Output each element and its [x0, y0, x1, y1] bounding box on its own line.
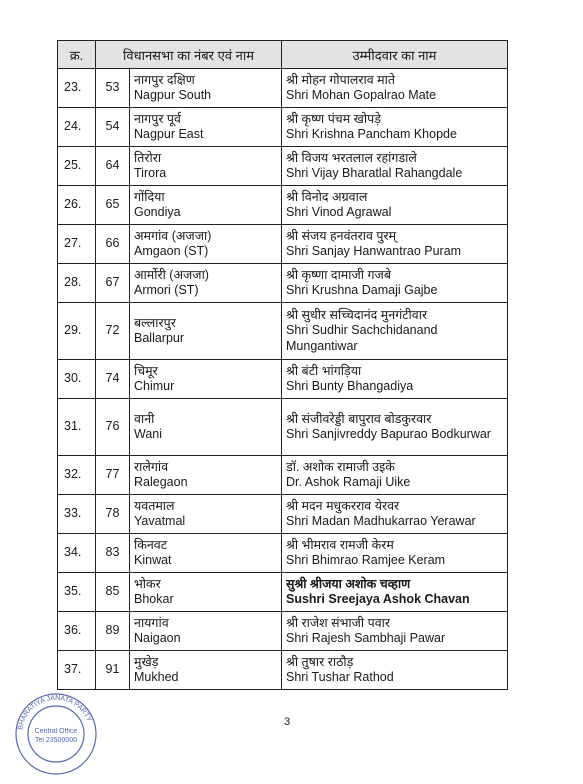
constituency-name-cell: [130, 651, 282, 690]
candidate-name-hindi: श्री भीमराव रामजी केरम: [286, 537, 394, 552]
table-row: [58, 534, 508, 573]
constituency-name-english: Nagpur South: [134, 88, 212, 102]
table-row: [58, 360, 508, 399]
constituency-number-cell: 77: [96, 456, 130, 495]
constituency-name-english: Wani: [134, 427, 163, 441]
table-row: [58, 456, 508, 495]
constituency-name-english: Ballarpur: [134, 331, 185, 345]
candidate-name-english: Shri Sudhir Sachchidanand Mungantiwar: [286, 323, 438, 353]
serial-cell: 32.: [58, 456, 96, 495]
candidate-name-cell: [282, 360, 508, 399]
candidate-name-english: Shri Krishna Pancham Khopde: [286, 127, 457, 141]
constituency-name-hindi: बल्लारपुर: [134, 315, 176, 330]
candidate-name-cell: [282, 303, 508, 360]
constituency-name-english: Gondiya: [134, 205, 181, 219]
constituency-name-hindi: नागपुर दक्षिण: [134, 72, 195, 87]
candidate-name-hindi: श्री सुधीर सच्चिदानंद मुनगंटीवार: [286, 307, 428, 322]
table-row: [58, 264, 508, 303]
constituency-name-cell: [130, 495, 282, 534]
candidate-name-english: Shri Vijay Bharatlal Rahangdale: [286, 166, 463, 180]
candidate-name-cell: [282, 573, 508, 612]
constituency-name-english: Nagpur East: [134, 127, 204, 141]
constituency-name-hindi: गोंदिया: [134, 189, 165, 204]
constituency-name-english: Armori (ST): [134, 283, 199, 297]
constituency-name-english: Chimur: [134, 379, 175, 393]
constituency-name-english: Mukhed: [134, 670, 179, 684]
serial-cell: 34.: [58, 534, 96, 573]
constituency-name-hindi: चिमूर: [134, 363, 158, 378]
constituency-name-cell: [130, 456, 282, 495]
candidate-name-hindi: श्री संजीवरेड्डी बापुराव बोडकुरवार: [286, 411, 432, 426]
constituency-name-english: Ralegaon: [134, 475, 188, 489]
constituency-name-cell: [130, 534, 282, 573]
table-row: [58, 303, 508, 360]
stamp-line-1: Central Office: [34, 728, 78, 735]
candidate-name-hindi: श्री संजय हनवंतराव पुरम्: [286, 228, 397, 243]
header-serial: क्र.: [58, 41, 96, 69]
constituency-name-hindi: भोकर: [134, 576, 161, 591]
serial-cell: 25.: [58, 147, 96, 186]
svg-text:BHARATIYA JANATA PARTY: [17, 695, 92, 730]
constituency-name-cell: [130, 573, 282, 612]
constituency-number-cell: 74: [96, 360, 130, 399]
constituency-name-hindi: तिरोरा: [134, 150, 162, 165]
serial-cell: 36.: [58, 612, 96, 651]
constituency-number-cell: 91: [96, 651, 130, 690]
table-row: [58, 573, 508, 612]
serial-cell: 31.: [58, 399, 96, 456]
candidate-name-hindi: श्री विनोद अग्रवाल: [286, 189, 368, 204]
page-number: 3: [284, 716, 291, 728]
serial-cell: 37.: [58, 651, 96, 690]
table-row: [58, 495, 508, 534]
serial-cell: 33.: [58, 495, 96, 534]
constituency-number-cell: 67: [96, 264, 130, 303]
candidate-name-hindi: श्री बंटी भांगड़िया: [286, 363, 362, 378]
candidate-name-hindi: सुश्री श्रीजया अशोक चव्हाण: [286, 576, 411, 591]
serial-cell: 26.: [58, 186, 96, 225]
constituency-name-cell: [130, 360, 282, 399]
candidate-name-english: Sushri Sreejaya Ashok Chavan: [286, 592, 470, 606]
constituency-name-hindi: मुखेड़: [134, 654, 159, 669]
candidate-name-cell: [282, 651, 508, 690]
candidate-name-english: Shri Krushna Damaji Gajbe: [286, 283, 438, 297]
candidate-name-hindi: श्री कृष्ण पंचम खोपड़े: [286, 111, 381, 126]
candidate-name-english: Shri Mohan Gopalrao Mate: [286, 88, 437, 102]
constituency-number-cell: 53: [96, 69, 130, 108]
table-row: [58, 612, 508, 651]
constituency-number-cell: 72: [96, 303, 130, 360]
candidate-name-english: Shri Bunty Bhangadiya: [286, 379, 414, 393]
header-candidate: उम्मीदवार का नाम: [282, 41, 508, 69]
table-row: [58, 186, 508, 225]
constituency-name-cell: [130, 108, 282, 147]
table-row: [58, 651, 508, 690]
constituency-number-cell: 76: [96, 399, 130, 456]
candidate-name-hindi: श्री मदन मधुकरराव येरवर: [286, 498, 400, 513]
constituency-name-hindi: रालेगांव: [134, 459, 169, 474]
candidate-name-english: Shri Sanjay Hanwantrao Puram: [286, 244, 462, 258]
constituency-number-cell: 65: [96, 186, 130, 225]
candidate-name-cell: [282, 186, 508, 225]
table-row: [58, 108, 508, 147]
constituency-number-cell: 54: [96, 108, 130, 147]
constituency-name-cell: [130, 264, 282, 303]
constituency-name-hindi: अमगांव (अजजा): [134, 228, 212, 243]
constituency-name-hindi: वानी: [134, 411, 155, 426]
constituency-name-cell: [130, 303, 282, 360]
constituency-name-hindi: किनवट: [134, 537, 168, 552]
constituency-name-english: Yavatmal: [134, 514, 186, 528]
candidate-name-cell: [282, 225, 508, 264]
header-constituency: विधानसभा का नंबर एवं नाम: [96, 41, 282, 69]
constituency-name-hindi: नायगांव: [134, 615, 169, 630]
table-row: [58, 225, 508, 264]
constituency-name-hindi: आर्मोरी (अजजा): [134, 267, 209, 282]
constituency-name-english: Bhokar: [134, 592, 174, 606]
table-header-row: [58, 41, 508, 69]
constituency-number-cell: 89: [96, 612, 130, 651]
serial-cell: 30.: [58, 360, 96, 399]
candidate-name-cell: [282, 69, 508, 108]
serial-cell: 23.: [58, 69, 96, 108]
candidate-name-english: Shri Bhimrao Ramjee Keram: [286, 553, 446, 567]
candidate-name-cell: [282, 399, 508, 456]
table-row: [58, 399, 508, 456]
candidate-name-cell: [282, 147, 508, 186]
candidate-name-cell: [282, 264, 508, 303]
constituency-name-english: Kinwat: [134, 553, 172, 567]
constituency-number-cell: 85: [96, 573, 130, 612]
constituency-name-cell: [130, 225, 282, 264]
candidate-name-english: Shri Rajesh Sambhaji Pawar: [286, 631, 446, 645]
candidate-name-english: Shri Vinod Agrawal: [286, 205, 392, 219]
serial-cell: 28.: [58, 264, 96, 303]
constituency-number-cell: 64: [96, 147, 130, 186]
party-seal-stamp: [14, 692, 98, 776]
candidate-name-hindi: श्री कृष्णा दामाजी गजबे: [286, 267, 391, 282]
constituency-name-english: Tirora: [134, 166, 167, 180]
candidate-name-cell: [282, 534, 508, 573]
table-row: [58, 147, 508, 186]
constituency-name-hindi: यवतमाल: [134, 498, 175, 513]
candidate-name-english: Dr. Ashok Ramaji Uike: [286, 475, 411, 489]
constituency-name-cell: [130, 399, 282, 456]
candidate-list-table: [57, 40, 508, 690]
candidate-name-hindi: श्री राजेश संभाजी पवार: [286, 615, 391, 630]
constituency-name-english: Amgaon (ST): [134, 244, 209, 258]
candidate-name-hindi: डॉ. अशोक रामाजी उइके: [286, 459, 395, 474]
stamp-ring-text: BHARATIYA JANATA PARTY: [17, 694, 93, 731]
candidate-name-english: Shri Tushar Rathod: [286, 670, 394, 684]
candidate-name-cell: [282, 108, 508, 147]
serial-cell: 27.: [58, 225, 96, 264]
constituency-number-cell: 83: [96, 534, 130, 573]
constituency-name-hindi: नागपुर पूर्व: [134, 111, 181, 126]
constituency-name-cell: [130, 69, 282, 108]
candidate-name-english: Shri Sanjivreddy Bapurao Bodkurwar: [286, 427, 491, 441]
candidate-name-hindi: श्री तुषार राठौड़: [286, 654, 354, 669]
constituency-name-cell: [130, 612, 282, 651]
constituency-name-cell: [130, 186, 282, 225]
constituency-name-english: Naigaon: [134, 631, 181, 645]
serial-cell: 24.: [58, 108, 96, 147]
table-row: [58, 69, 508, 108]
constituency-number-cell: 78: [96, 495, 130, 534]
candidate-name-english: Shri Madan Madhukarrao Yerawar: [286, 514, 476, 528]
stamp-line-2: Tel 23500000: [34, 737, 78, 744]
candidate-name-hindi: श्री विजय भरतलाल रहांगडाले: [286, 150, 417, 165]
constituency-number-cell: 66: [96, 225, 130, 264]
serial-cell: 35.: [58, 573, 96, 612]
candidate-name-hindi: श्री मोहन गोपालराव माते: [286, 72, 396, 87]
constituency-name-cell: [130, 147, 282, 186]
candidate-name-cell: [282, 612, 508, 651]
candidate-name-cell: [282, 495, 508, 534]
candidate-name-cell: [282, 456, 508, 495]
serial-cell: 29.: [58, 303, 96, 360]
